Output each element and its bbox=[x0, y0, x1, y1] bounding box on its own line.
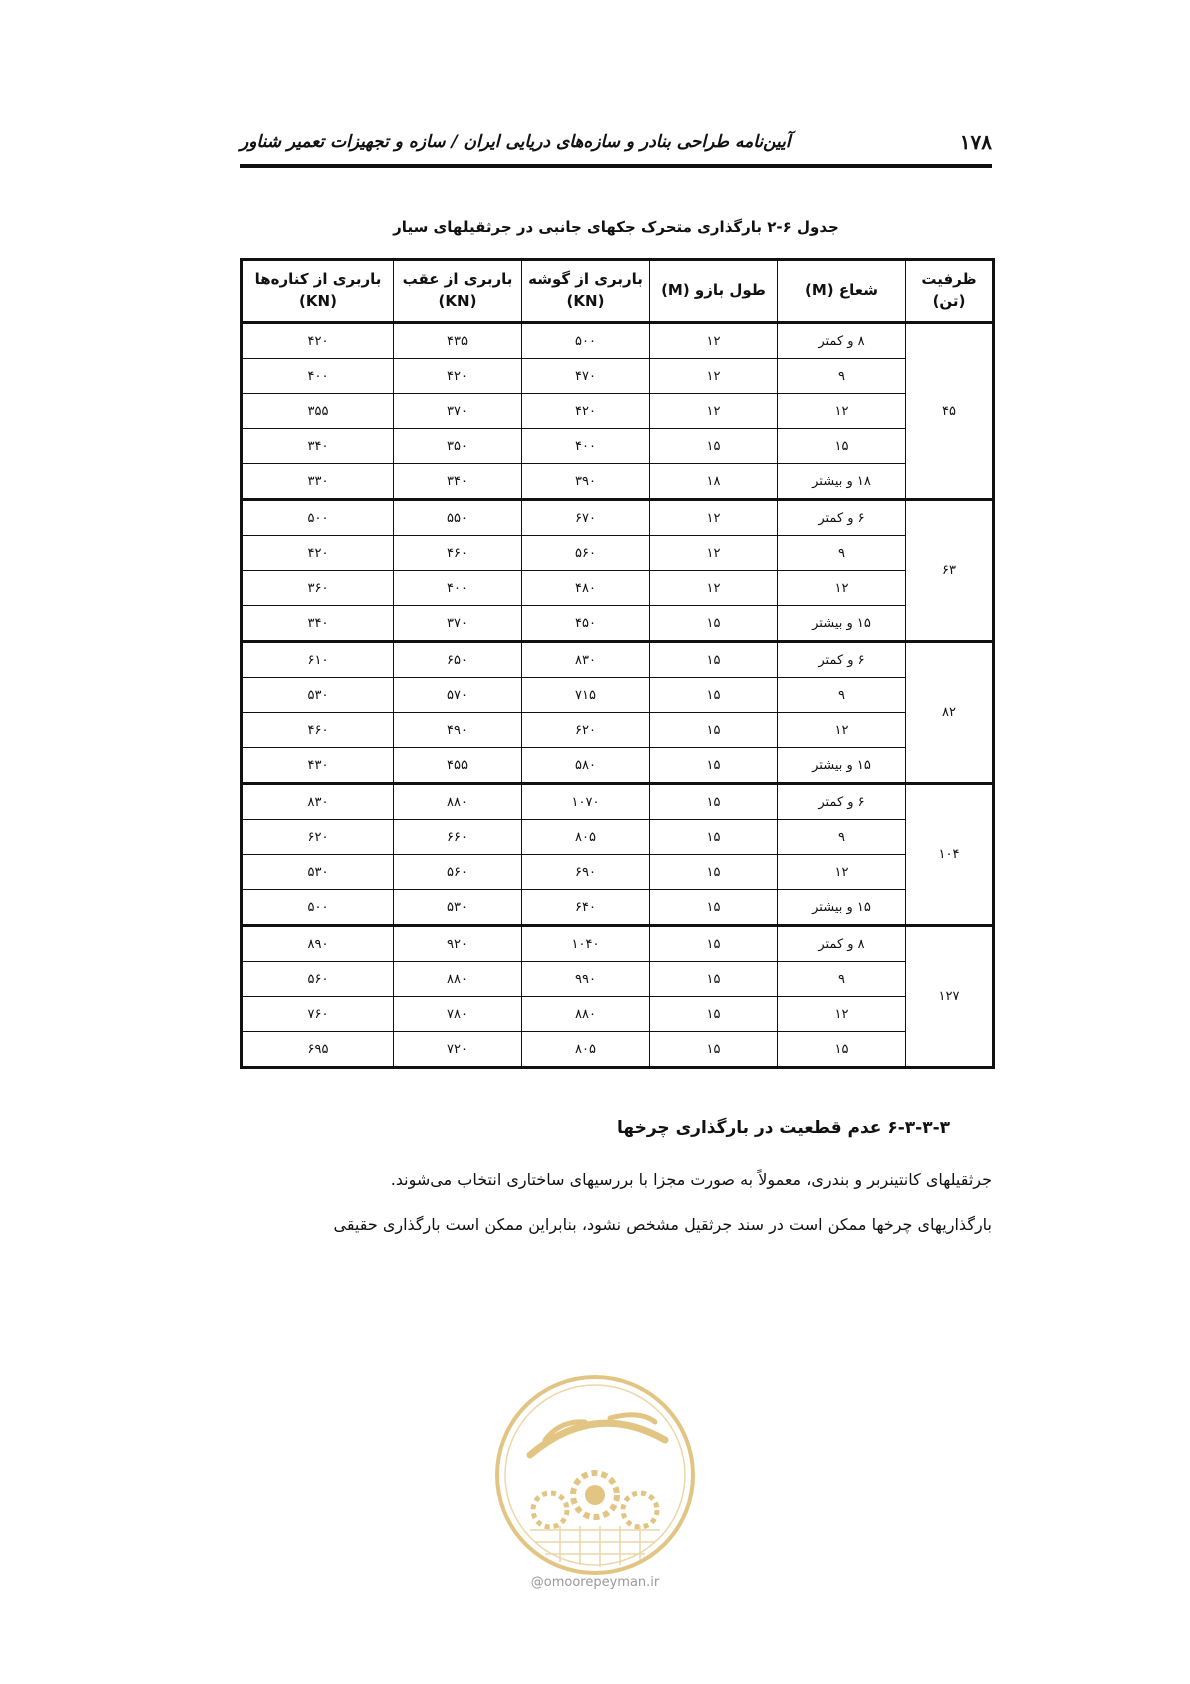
capacity-group bbox=[242, 500, 994, 642]
cell-radius: ۶ و کمتر bbox=[778, 784, 906, 820]
cell-corner-load: ۶۲۰ bbox=[522, 713, 650, 748]
table-row bbox=[242, 464, 994, 500]
header-capacity: ظرفیت (تن) bbox=[906, 260, 994, 323]
cell-rear-load: ۷۸۰ bbox=[394, 997, 522, 1032]
table-row bbox=[242, 642, 994, 678]
table-row bbox=[242, 890, 994, 926]
cell-rear-load: ۶۵۰ bbox=[394, 642, 522, 678]
cell-radius: ۹ bbox=[778, 359, 906, 394]
cell-rear-load: ۳۷۰ bbox=[394, 394, 522, 429]
cell-radius: ۱۸ و بیشتر bbox=[778, 464, 906, 500]
cell-corner-load: ۸۰۵ bbox=[522, 820, 650, 855]
cell-rear-load: ۳۷۰ bbox=[394, 606, 522, 642]
cell-radius: ۶ و کمتر bbox=[778, 500, 906, 536]
cell-boom-length: ۱۲ bbox=[650, 359, 778, 394]
cell-corner-load: ۹۹۰ bbox=[522, 962, 650, 997]
cell-radius: ۱۵ و بیشتر bbox=[778, 606, 906, 642]
cell-boom-length: ۱۵ bbox=[650, 997, 778, 1032]
cell-side-load: ۳۵۵ bbox=[242, 394, 394, 429]
cell-radius: ۱۲ bbox=[778, 713, 906, 748]
cell-radius: ۱۲ bbox=[778, 571, 906, 606]
header-radius: شعاع (M) bbox=[778, 260, 906, 323]
cell-rear-load: ۸۸۰ bbox=[394, 962, 522, 997]
cell-boom-length: ۱۵ bbox=[650, 642, 778, 678]
table-row bbox=[242, 394, 994, 429]
cell-radius: ۱۲ bbox=[778, 855, 906, 890]
cell-radius: ۹ bbox=[778, 820, 906, 855]
cell-radius: ۹ bbox=[778, 962, 906, 997]
running-header-title: آیین‌نامه طراحی بنادر و سازه‌های دریایی ایران / سازه و تجهیزات تعمیر شناور bbox=[240, 132, 791, 152]
cell-corner-load: ۴۵۰ bbox=[522, 606, 650, 642]
cell-side-load: ۳۳۰ bbox=[242, 464, 394, 500]
table-row bbox=[242, 359, 994, 394]
table-row bbox=[242, 571, 994, 606]
cell-boom-length: ۱۲ bbox=[650, 323, 778, 359]
capacity-group bbox=[242, 642, 994, 784]
cell-capacity: ۱۰۴ bbox=[906, 784, 994, 926]
cell-side-load: ۵۳۰ bbox=[242, 678, 394, 713]
cell-boom-length: ۱۵ bbox=[650, 962, 778, 997]
cell-corner-load: ۸۰۵ bbox=[522, 1032, 650, 1068]
omoorepeyman-logo-watermark bbox=[490, 1350, 700, 1610]
cell-corner-load: ۴۰۰ bbox=[522, 429, 650, 464]
cell-rear-load: ۸۸۰ bbox=[394, 784, 522, 820]
cell-corner-load: ۱۰۴۰ bbox=[522, 926, 650, 962]
cell-rear-load: ۷۲۰ bbox=[394, 1032, 522, 1068]
cell-boom-length: ۱۵ bbox=[650, 748, 778, 784]
table-row bbox=[242, 997, 994, 1032]
cell-radius: ۱۵ و بیشتر bbox=[778, 748, 906, 784]
cell-boom-length: ۱۵ bbox=[650, 890, 778, 926]
cell-capacity: ۴۵ bbox=[906, 323, 994, 500]
body-paragraph-1: جرثقیلهای کانتینربر و بندری، معمولاً به صورت مجزا با بررسیهای ساختاری انتخاب می‌شوند. bbox=[390, 1170, 992, 1189]
cell-rear-load: ۳۴۰ bbox=[394, 464, 522, 500]
cell-side-load: ۸۳۰ bbox=[242, 784, 394, 820]
cell-corner-load: ۷۱۵ bbox=[522, 678, 650, 713]
cell-radius: ۱۵ و بیشتر bbox=[778, 890, 906, 926]
table-row bbox=[242, 323, 994, 359]
cell-radius: ۹ bbox=[778, 678, 906, 713]
cell-rear-load: ۴۲۰ bbox=[394, 359, 522, 394]
capacity-group bbox=[242, 926, 994, 1068]
cell-boom-length: ۱۲ bbox=[650, 394, 778, 429]
cell-side-load: ۵۰۰ bbox=[242, 500, 394, 536]
cell-boom-length: ۱۵ bbox=[650, 606, 778, 642]
table-row bbox=[242, 748, 994, 784]
cell-boom-length: ۱۲ bbox=[650, 536, 778, 571]
cell-boom-length: ۱۵ bbox=[650, 820, 778, 855]
header-side-load: باربری از کناره‌ها (KN) bbox=[242, 260, 394, 323]
header-boom-length: طول بازو (M) bbox=[650, 260, 778, 323]
cell-side-load: ۵۶۰ bbox=[242, 962, 394, 997]
cell-rear-load: ۴۹۰ bbox=[394, 713, 522, 748]
cell-corner-load: ۵۶۰ bbox=[522, 536, 650, 571]
cell-corner-load: ۵۰۰ bbox=[522, 323, 650, 359]
cell-boom-length: ۱۵ bbox=[650, 1032, 778, 1068]
table-row bbox=[242, 962, 994, 997]
page-number: ۱۷۸ bbox=[959, 130, 992, 154]
crane-outrigger-load-table bbox=[240, 258, 995, 1069]
table-row bbox=[242, 500, 994, 536]
table-caption: جدول ۶-۲ بارگذاری متحرک جکهای جانبی در جرثقیلهای سیار bbox=[393, 218, 839, 236]
cell-side-load: ۵۳۰ bbox=[242, 855, 394, 890]
cell-rear-load: ۵۶۰ bbox=[394, 855, 522, 890]
cell-rear-load: ۴۰۰ bbox=[394, 571, 522, 606]
capacity-group bbox=[242, 323, 994, 500]
cell-rear-load: ۳۵۰ bbox=[394, 429, 522, 464]
capacity-group bbox=[242, 784, 994, 926]
cell-capacity: ۶۳ bbox=[906, 500, 994, 642]
table-row bbox=[242, 855, 994, 890]
cell-corner-load: ۶۹۰ bbox=[522, 855, 650, 890]
cell-corner-load: ۴۸۰ bbox=[522, 571, 650, 606]
cell-rear-load: ۴۵۵ bbox=[394, 748, 522, 784]
cell-boom-length: ۱۵ bbox=[650, 678, 778, 713]
cell-radius: ۶ و کمتر bbox=[778, 642, 906, 678]
cell-side-load: ۴۳۰ bbox=[242, 748, 394, 784]
cell-side-load: ۴۰۰ bbox=[242, 359, 394, 394]
cell-side-load: ۳۴۰ bbox=[242, 429, 394, 464]
header-corner-load: باربری از گوشه (KN) bbox=[522, 260, 650, 323]
cell-capacity: ۱۲۷ bbox=[906, 926, 994, 1068]
cell-corner-load: ۸۸۰ bbox=[522, 997, 650, 1032]
cell-side-load: ۴۶۰ bbox=[242, 713, 394, 748]
cell-radius: ۸ و کمتر bbox=[778, 323, 906, 359]
cell-side-load: ۳۴۰ bbox=[242, 606, 394, 642]
cell-radius: ۸ و کمتر bbox=[778, 926, 906, 962]
table-row bbox=[242, 429, 994, 464]
cell-rear-load: ۶۶۰ bbox=[394, 820, 522, 855]
section-heading: ۶-۳-۳-۳ عدم قطعیت در بارگذاری چرخها bbox=[616, 1118, 950, 1138]
cell-corner-load: ۸۳۰ bbox=[522, 642, 650, 678]
cell-rear-load: ۵۷۰ bbox=[394, 678, 522, 713]
cell-side-load: ۶۲۰ bbox=[242, 820, 394, 855]
cell-boom-length: ۱۵ bbox=[650, 855, 778, 890]
cell-capacity: ۸۲ bbox=[906, 642, 994, 784]
cell-corner-load: ۶۷۰ bbox=[522, 500, 650, 536]
table-row bbox=[242, 784, 994, 820]
cell-side-load: ۳۶۰ bbox=[242, 571, 394, 606]
cell-rear-load: ۴۶۰ bbox=[394, 536, 522, 571]
cell-side-load: ۶۹۵ bbox=[242, 1032, 394, 1068]
table-row bbox=[242, 926, 994, 962]
cell-side-load: ۵۰۰ bbox=[242, 890, 394, 926]
cell-corner-load: ۴۷۰ bbox=[522, 359, 650, 394]
table-row bbox=[242, 820, 994, 855]
cell-rear-load: ۵۵۰ bbox=[394, 500, 522, 536]
cell-boom-length: ۱۵ bbox=[650, 784, 778, 820]
cell-boom-length: ۱۵ bbox=[650, 429, 778, 464]
body-paragraph-2: بارگذاریهای چرخها ممکن است در سند جرثقیل مشخص نشود، بنابراین ممکن است بارگذاری حقیقی bbox=[333, 1215, 992, 1234]
watermark-url: @omoorepeyman.ir bbox=[530, 1575, 660, 1590]
cell-boom-length: ۱۵ bbox=[650, 926, 778, 962]
cell-rear-load: ۴۳۵ bbox=[394, 323, 522, 359]
cell-radius: ۹ bbox=[778, 536, 906, 571]
cell-radius: ۱۲ bbox=[778, 997, 906, 1032]
header-rear-load: باربری از عقب (KN) bbox=[394, 260, 522, 323]
cell-side-load: ۴۲۰ bbox=[242, 536, 394, 571]
cell-radius: ۱۵ bbox=[778, 429, 906, 464]
table-row bbox=[242, 1032, 994, 1068]
cell-boom-length: ۱۸ bbox=[650, 464, 778, 500]
cell-boom-length: ۱۲ bbox=[650, 571, 778, 606]
cell-side-load: ۴۲۰ bbox=[242, 323, 394, 359]
cell-corner-load: ۵۸۰ bbox=[522, 748, 650, 784]
cell-radius: ۱۲ bbox=[778, 394, 906, 429]
cell-radius: ۱۵ bbox=[778, 1032, 906, 1068]
cell-corner-load: ۳۹۰ bbox=[522, 464, 650, 500]
cell-corner-load: ۶۴۰ bbox=[522, 890, 650, 926]
table-row bbox=[242, 713, 994, 748]
cell-rear-load: ۵۳۰ bbox=[394, 890, 522, 926]
cell-boom-length: ۱۲ bbox=[650, 500, 778, 536]
cell-corner-load: ۱۰۷۰ bbox=[522, 784, 650, 820]
table-row bbox=[242, 606, 994, 642]
cell-corner-load: ۴۲۰ bbox=[522, 394, 650, 429]
cell-side-load: ۶۱۰ bbox=[242, 642, 394, 678]
cell-boom-length: ۱۵ bbox=[650, 713, 778, 748]
table-row bbox=[242, 678, 994, 713]
cell-side-load: ۸۹۰ bbox=[242, 926, 394, 962]
cell-side-load: ۷۶۰ bbox=[242, 997, 394, 1032]
table-header-row bbox=[242, 260, 994, 323]
cell-rear-load: ۹۲۰ bbox=[394, 926, 522, 962]
table-row bbox=[242, 536, 994, 571]
